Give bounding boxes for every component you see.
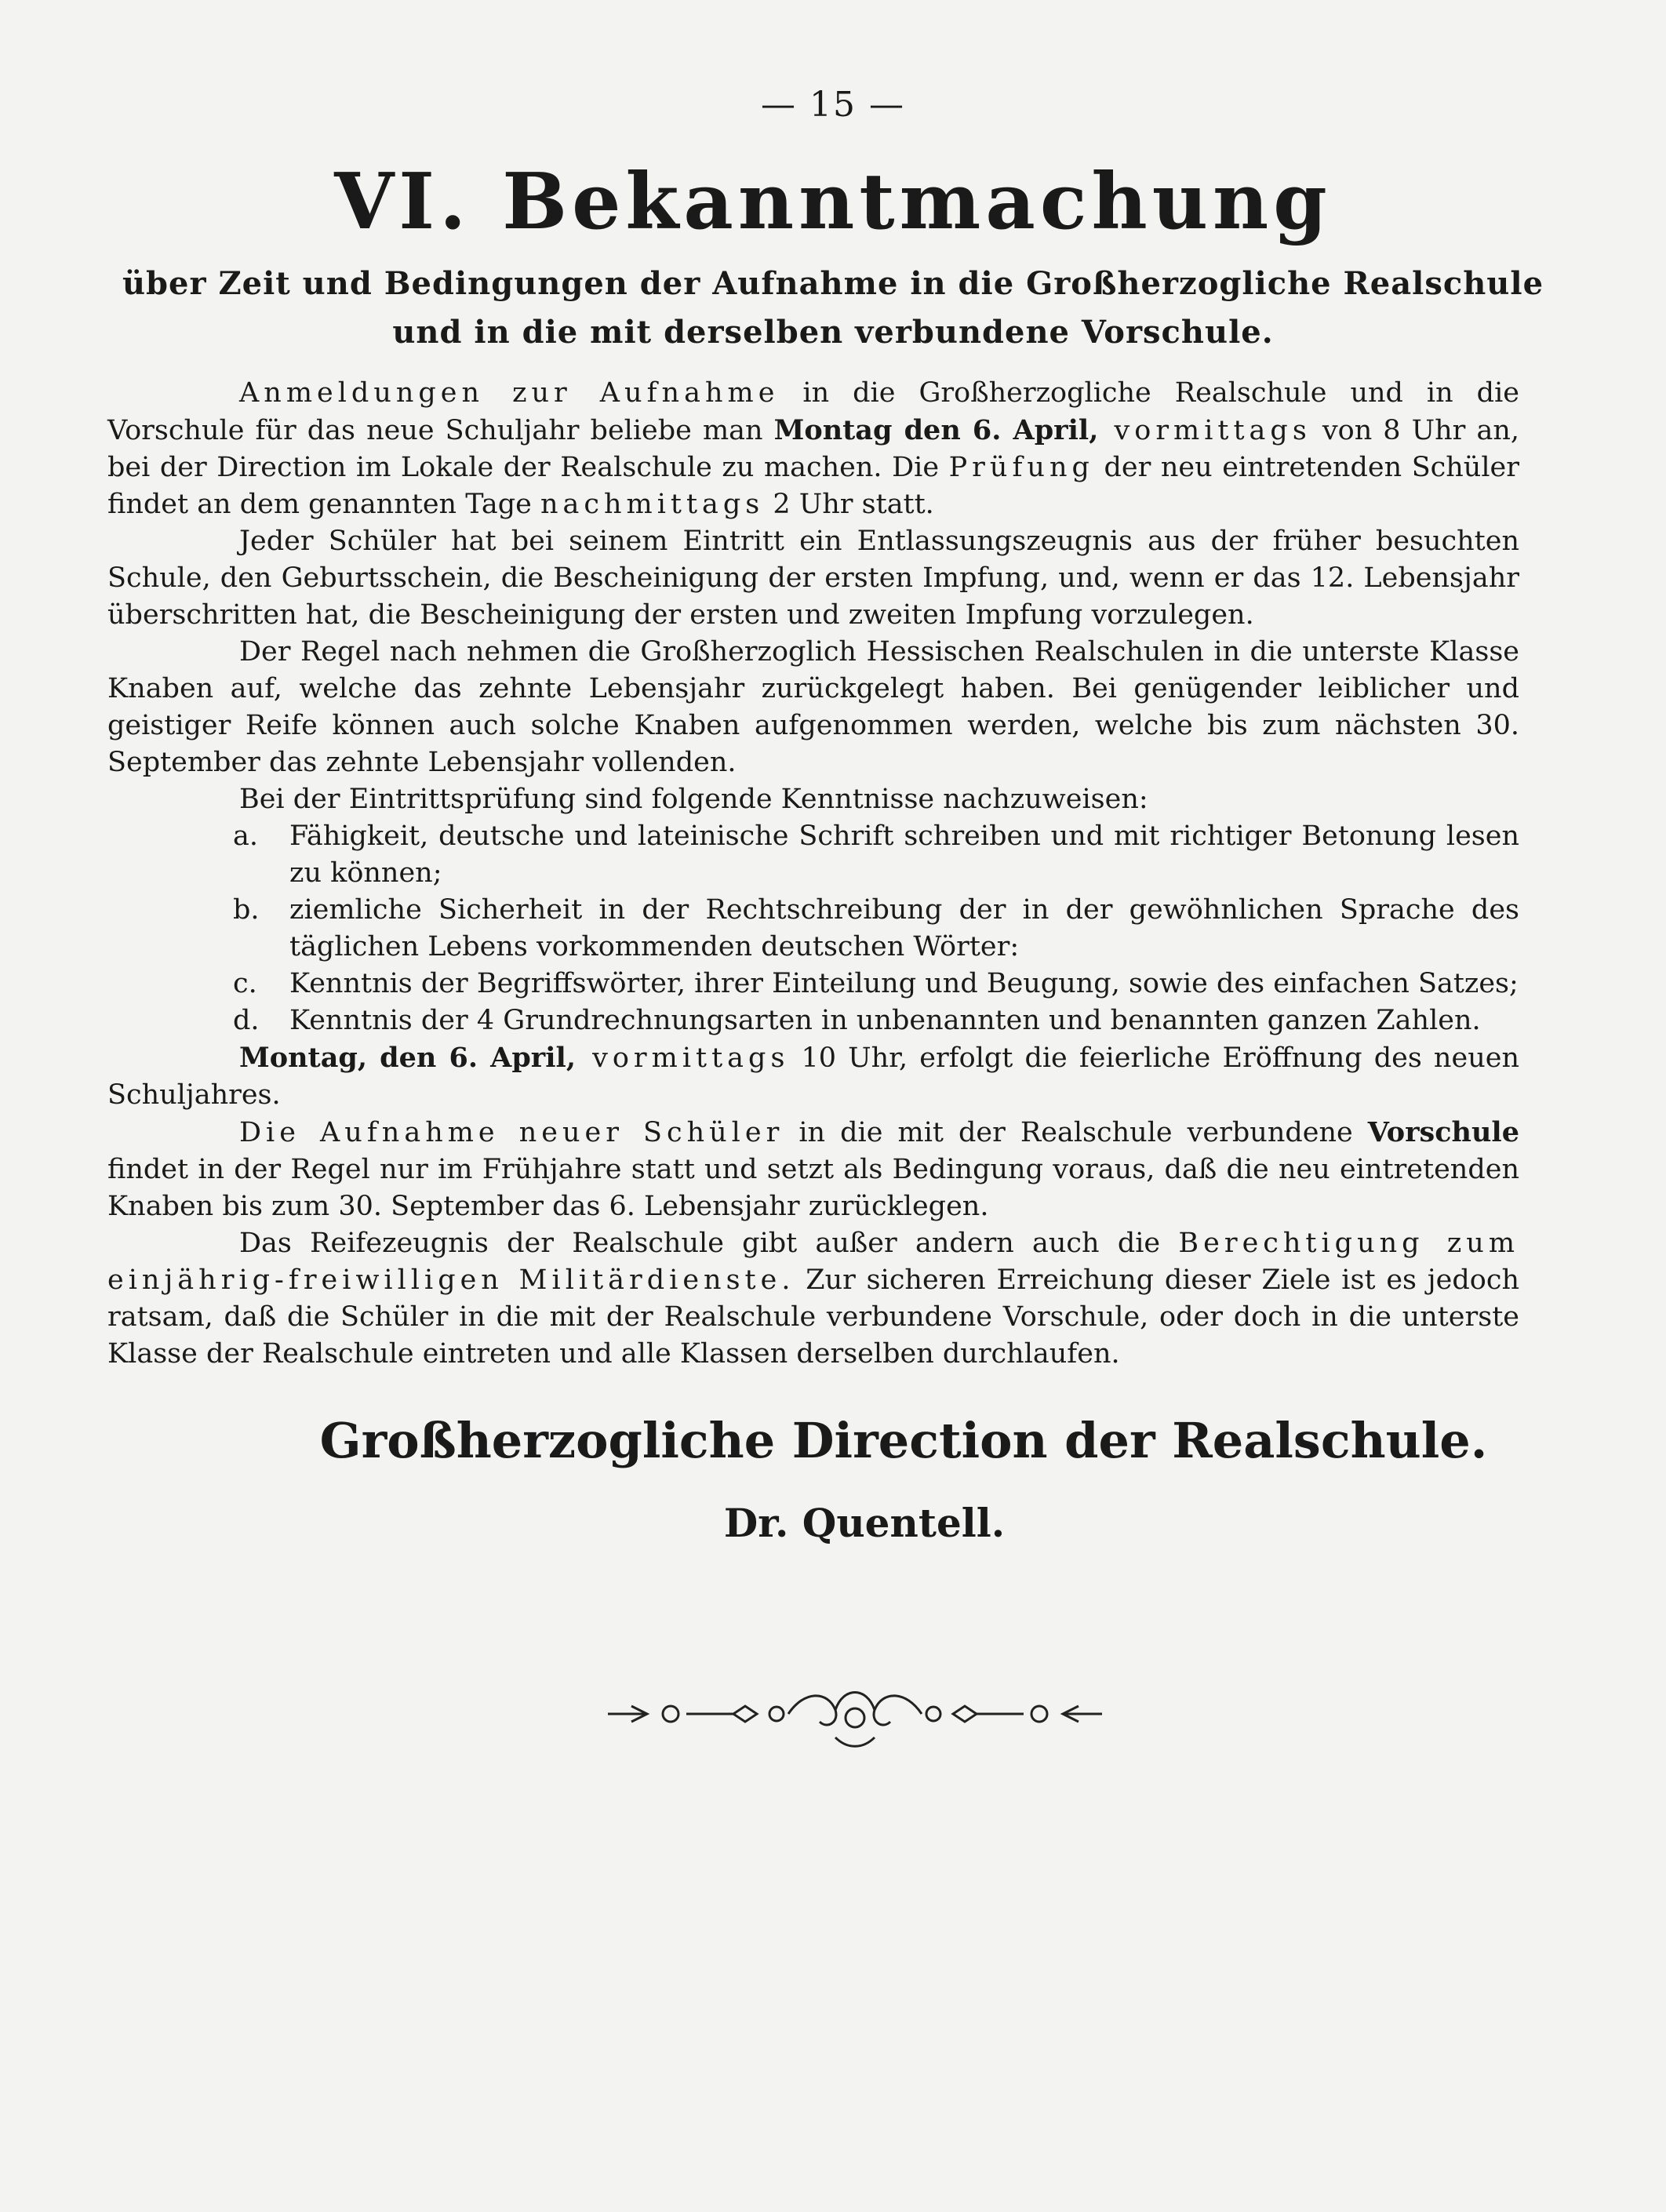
list-text: Kenntnis der 4 Grundrechnungsarten in unbenannten und benannten ganzen Zahlen. [289,1005,1481,1036]
paragraph-exam-intro: Bei der Eintrittsprüfung sind folgende Kenntnisse nachzuweisen: [239,784,1148,815]
text-span: vormittags [1098,415,1311,446]
list-text: Kenntnis der Begriffswörter, ihrer Einteilung und Beugung, sowie des einfachen Satzes; [289,968,1519,999]
ornament-icon [600,1675,1110,1753]
announcement-body [107,375,1519,1373]
list-item [107,818,1519,892]
paragraph-registration [107,375,1519,523]
text-span: Prüfung [948,452,1094,483]
list-item [107,892,1519,966]
text-span: Das Reifezeugnis der Realschule gibt außer andern auch die [239,1228,1179,1259]
text-span: findet in der Regel nur im Frühjahre statt und setzt als Bedingung voraus, daß die neu eintretenden Knaben bis zum 30. September das 6. Lebensjahr zurücklegen. [107,1154,1519,1222]
paragraph-certificate [107,1225,1519,1373]
list-item [107,1002,1519,1039]
text-span: Vorschule [1367,1116,1519,1148]
paragraph-preschool [107,1114,1519,1225]
text-span: der neu eintretenden Schüler findet an dem genannten Tage [107,452,1519,520]
list-text: Fähigkeit, deutsche und lateinische Schrift schreiben und mit richtiger Betonung lesen zu können; [289,820,1519,889]
text-span: Montag den 6. April, [773,414,1099,446]
text-span: in die mit der Realschule verbundene [784,1117,1368,1148]
subtitle-line-1: über Zeit und Bedingungen der Aufnahme in die Großherzogliche Realschule [122,265,1544,302]
text-span: 10 Uhr, erfolgt die feierliche Eröffnung des neuen Schuljahres. [107,1042,1519,1111]
text-span: von 8 Uhr an, bei der Direction im Lokale der Realschule zu machen. Die [107,415,1520,483]
text-span: Zur sicheren Erreichung dieser Ziele ist es jedoch ratsam, daß die Schüler in die mit der Realschule verbundene Vorschule, oder doch in die unterste Klasse der Realschule eintreten und alle Klassen derselben durchlaufen. [107,1264,1519,1370]
text-span: Berechtigung zum einjährig-freiwilligen Militärdienste. [107,1228,1520,1296]
list-letter: c. [233,968,257,999]
list-text: ziemliche Sicherheit in der Rechtschreibung der in der gewöhnlichen Sprache des täglichen Lebens vorkommenden deutschen Wörter: [289,894,1519,962]
signature-name: Dr. Quentell. [723,1500,1006,1546]
paragraph-documents: Jeder Schüler hat bei seinem Eintritt ein Entlassungszeugnis aus der früher besuchten Schule, den Geburtsschein, die Bescheinigung der ersten Impfung, und, wenn er das 12. Lebensjahr überschritten hat, die Bescheinigung der ersten und zweiten Impfung vorzulegen. [107,526,1519,631]
subtitle-line-2: und in die mit derselben verbundene Vorschule. [392,314,1274,351]
paragraph-opening [107,1039,1519,1114]
text-span: Anmeldungen zur Aufnahme [239,377,780,409]
page-title: VI. Bekanntmachung [334,157,1332,247]
text-span: nachmittags [540,489,765,520]
page-number: — 15 — [761,85,905,125]
list-letter: d. [233,1005,260,1036]
list-letter: b. [233,894,260,926]
list-letter: a. [233,820,258,852]
paragraph-age-rule: Der Regel nach nehmen die Großherzoglich Hessischen Realschulen in die unterste Klasse Knaben auf, welche das zehnte Lebensjahr zurückgelegt haben. Bei genügender leiblicher und geistiger Reife können auch solche Knaben aufgenommen werden, welche bis zum nächsten 30. September das zehnte Lebensjahr vollenden. [107,636,1519,778]
requirements-list [107,818,1519,1039]
text-span: in die Großherzogliche Realschule und in die Vorschule für das neue Schuljahr beliebe man [107,377,1519,446]
list-item [107,966,1519,1002]
signature-organization: Großherzogliche Direction der Realschule. [319,1412,1488,1469]
text-span: 2 Uhr statt. [764,489,934,520]
text-span: Montag, den 6. April, [239,1042,577,1074]
text-span: vormittags [576,1042,790,1074]
text-span: Die Aufnahme neuer Schüler [239,1117,784,1148]
